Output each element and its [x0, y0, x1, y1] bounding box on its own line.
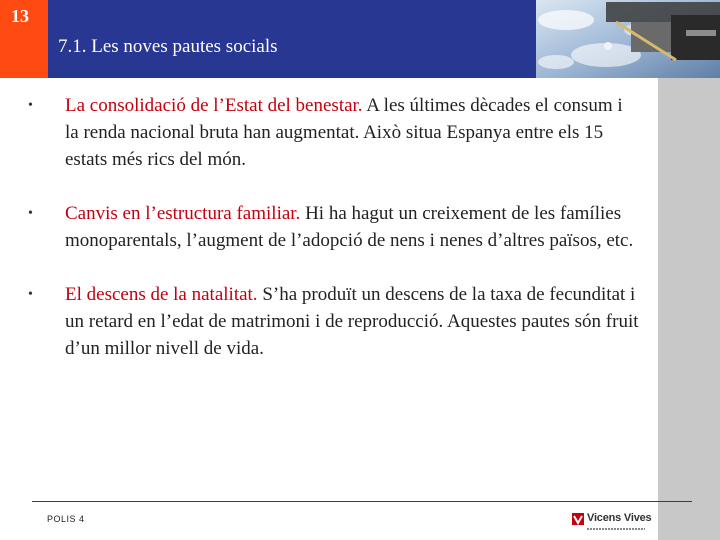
- vicens-vives-logo: [572, 510, 652, 536]
- bullet-lead: La consolidació de l’Estat del benestar.: [65, 95, 363, 116]
- bullet-lead: El descens de la natalitat.: [65, 284, 258, 305]
- bullet-text: Hi ha hagut un creixement de les famílies monoparentals, l’augment de l’adopció de nens i nenes d’altres països, etc.: [65, 203, 634, 251]
- footer-book-label: POLIS 4: [47, 514, 85, 524]
- space-station-earth-photo: [536, 0, 720, 78]
- bullet-list: [28, 92, 640, 389]
- bullet-item: [28, 281, 640, 362]
- bullet-item: [28, 200, 640, 254]
- bullet-marker: •: [28, 206, 33, 221]
- bullet-lead: Canvis en l’estructura familiar.: [65, 203, 301, 224]
- slide-title: 7.1. Les noves pautes socials: [58, 36, 278, 57]
- bullet-marker: •: [28, 287, 33, 302]
- publisher-tagline-mark: [587, 528, 645, 530]
- bullet-text: S’ha produït un descens de la taxa de fecunditat i un retard en l’edat de matrimoni i de reproducció. Aquestes pautes són fruit d’un millor nivell de vida.: [65, 284, 639, 359]
- bullet-item: [28, 92, 640, 173]
- publisher-mark-icon: [572, 513, 584, 525]
- chapter-tab: [0, 0, 48, 78]
- right-side-strip: [658, 78, 720, 540]
- chapter-number: 13: [11, 6, 29, 26]
- slide-header: [0, 0, 720, 78]
- bullet-marker: •: [28, 98, 33, 113]
- publisher-name: Vicens Vives: [587, 512, 652, 524]
- footer-divider: [32, 501, 692, 502]
- bullet-text: A les últimes dècades el consum i la renda nacional bruta han augmentat. Això situa Espanya entre els 15 estats més rics del món.: [65, 95, 623, 170]
